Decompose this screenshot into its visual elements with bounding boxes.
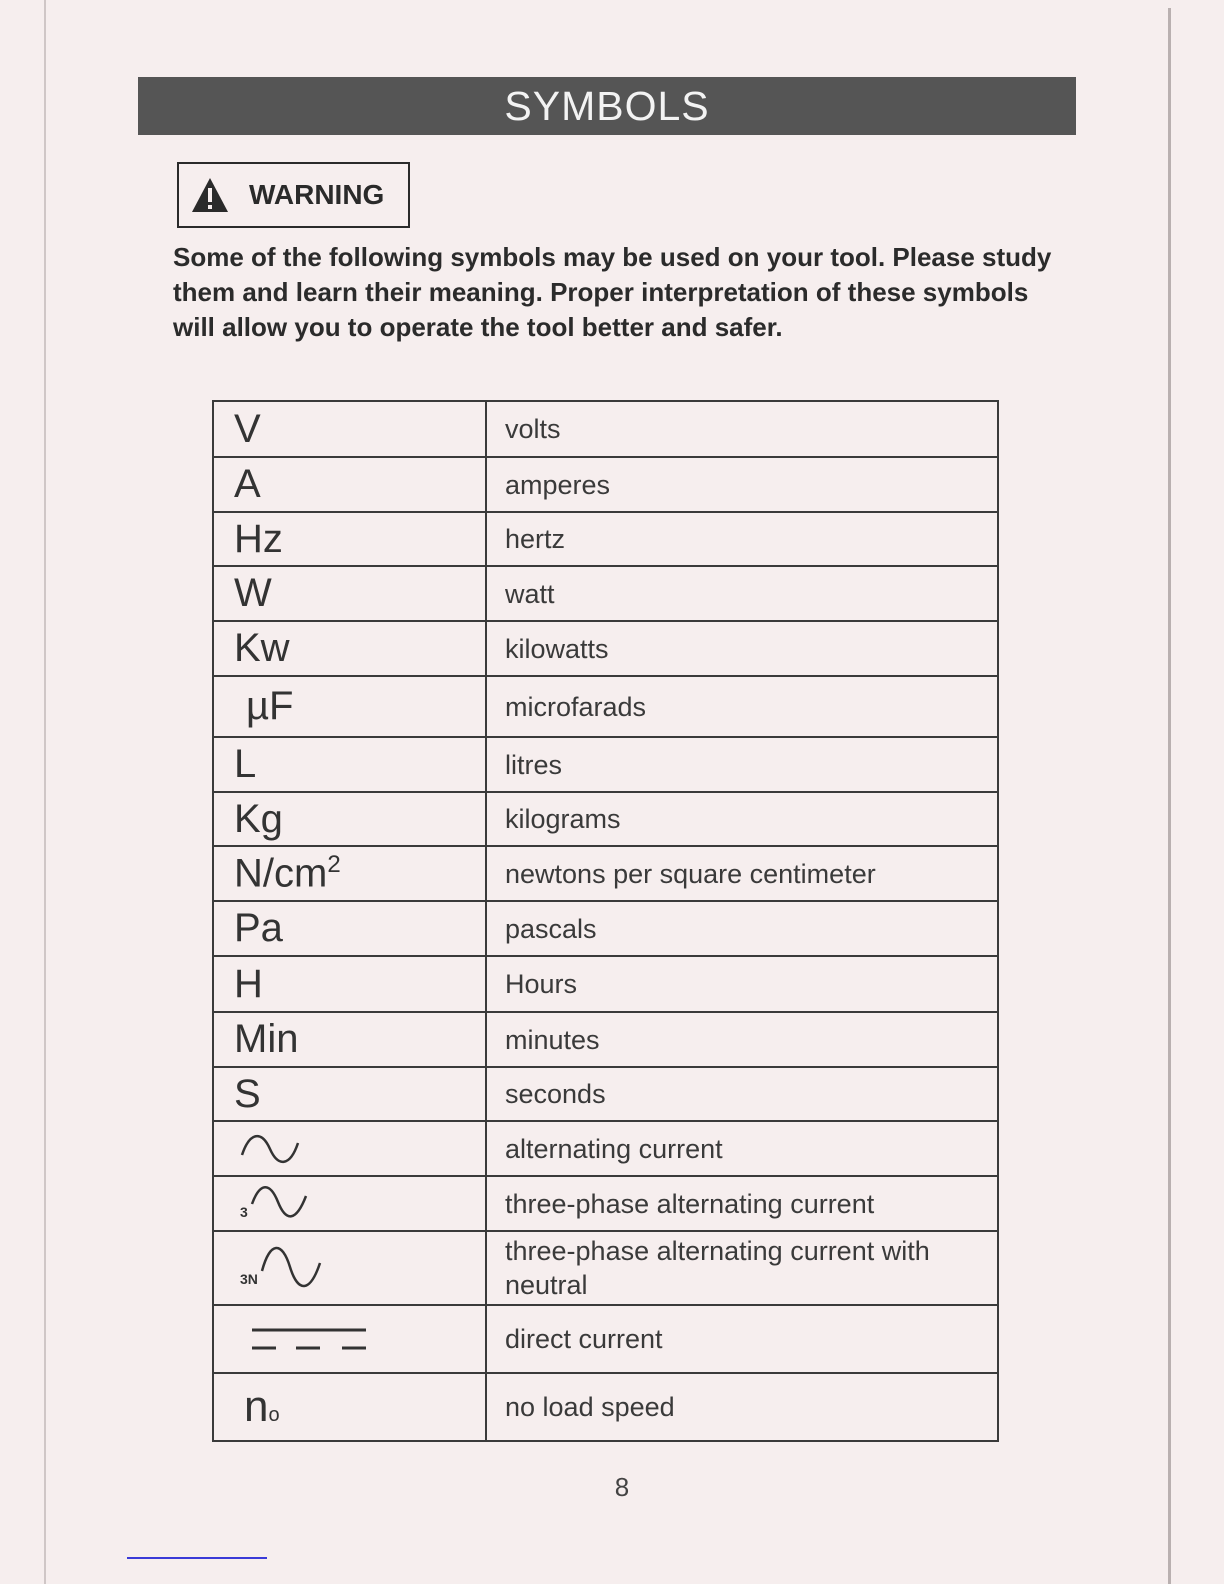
table-row (213, 1067, 998, 1121)
meaning-cell: alternating current (486, 1121, 998, 1176)
symbol-subscript: o (268, 1404, 280, 1426)
table-row (213, 792, 998, 846)
table-row (213, 737, 998, 792)
table-row (213, 457, 998, 512)
direct-current-icon (250, 1322, 370, 1356)
page-edge-right (1168, 8, 1171, 1584)
symbol-cell: W (213, 566, 486, 621)
symbol-cell: Hz (213, 512, 486, 566)
table-row (213, 1305, 998, 1373)
meaning-cell: newtons per square centimeter (486, 846, 998, 901)
symbol-cell (213, 1373, 486, 1441)
page-number: 8 (614, 1472, 630, 1502)
table-row (213, 1176, 998, 1231)
symbol-cell: µF (213, 676, 486, 737)
meaning-cell: pascals (486, 901, 998, 956)
symbol-cell (213, 1305, 486, 1373)
symbol-cell: H (213, 956, 486, 1012)
meaning-cell: volts (486, 401, 998, 457)
meaning-cell: microfarads (486, 676, 998, 737)
meaning-cell: hertz (486, 512, 998, 566)
meaning-cell: watt (486, 566, 998, 621)
table-row (213, 566, 998, 621)
table-row (213, 621, 998, 676)
symbol-cell (213, 1176, 486, 1231)
meaning-cell: Hours (486, 956, 998, 1012)
header-bar (138, 77, 1076, 135)
alternating-current-icon (234, 1127, 314, 1171)
symbol-cell (213, 1121, 486, 1176)
table-row (213, 676, 998, 737)
warning-label: WARNING (249, 179, 385, 210)
meaning-cell: minutes (486, 1012, 998, 1067)
table-row (213, 1373, 998, 1441)
meaning-cell: seconds (486, 1067, 998, 1121)
table-row (213, 1121, 998, 1176)
symbol-cell: Pa (213, 901, 486, 956)
table-row (213, 846, 998, 901)
intro-text: Some of the following symbols may be used on your tool. Please study them and learn their meaning. Proper interpretation of these symbols will allow you to operate the tool better and safer. (173, 242, 1052, 342)
table-row (213, 956, 998, 1012)
meaning-cell: kilowatts (486, 621, 998, 676)
symbol-text: N/cm (234, 851, 328, 896)
three-phase-ac-neutral-icon (258, 1241, 338, 1295)
meaning-cell: direct current (486, 1305, 998, 1373)
symbol-cell: Kg (213, 792, 486, 846)
symbol-cell: A (213, 457, 486, 512)
meaning-cell: three-phase alternating current (486, 1176, 998, 1231)
meaning-cell: kilograms (486, 792, 998, 846)
symbol-cell (213, 846, 486, 901)
three-phase-ac-icon (248, 1182, 318, 1226)
symbol-cell: V (213, 401, 486, 457)
symbols-table (212, 400, 999, 1442)
symbol-cell (213, 1231, 486, 1305)
symbol-cell: S (213, 1067, 486, 1121)
symbol-text: n (244, 1382, 269, 1431)
meaning-cell: three-phase alternating current with neutral (486, 1231, 998, 1305)
table-row (213, 1231, 998, 1305)
table-row (213, 1012, 998, 1067)
page-title: SYMBOLS (504, 82, 710, 129)
meaning-cell: amperes (486, 457, 998, 512)
symbol-superscript: 2 (327, 850, 341, 878)
phase-prefix: 3 (240, 1203, 248, 1220)
table-row (213, 512, 998, 566)
meaning-cell: litres (486, 737, 998, 792)
warning-box (177, 162, 410, 228)
symbol-cell: Min (213, 1012, 486, 1067)
symbol-cell: Kw (213, 621, 486, 676)
meaning-cell: no load speed (486, 1373, 998, 1441)
edge-line (127, 1557, 267, 1559)
phase-prefix: 3N (240, 1271, 258, 1287)
symbol-cell: L (213, 737, 486, 792)
page-edge-left (44, 0, 46, 1584)
table-row (213, 401, 998, 457)
table-row (213, 901, 998, 956)
warning-triangle-icon (191, 177, 229, 213)
